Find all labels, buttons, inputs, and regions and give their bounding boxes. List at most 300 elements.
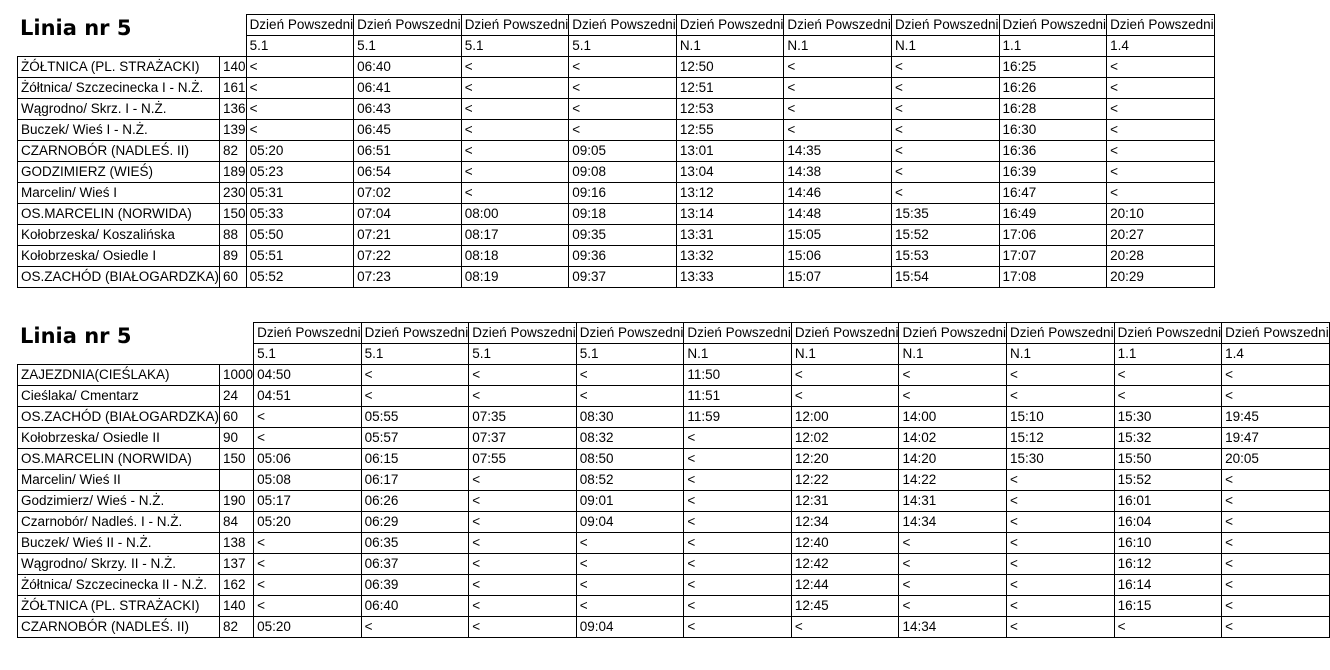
stop-name: OS.MARCELIN (NORWIDA) xyxy=(18,204,220,225)
departure-time: 08:32 xyxy=(576,428,684,449)
departure-time: < xyxy=(576,533,684,554)
timetable-grid xyxy=(17,14,1215,288)
day-type-cell: Dzień Powszedni xyxy=(569,15,677,36)
day-type-cell: Dzień Powszedni xyxy=(1107,15,1215,36)
departure-time: 07:23 xyxy=(354,267,462,288)
departure-time: 12:22 xyxy=(791,470,899,491)
stop-row xyxy=(18,99,1215,120)
departure-time: 12:45 xyxy=(791,596,899,617)
departure-time: < xyxy=(576,386,684,407)
departure-time: 16:25 xyxy=(999,57,1107,78)
departure-time: < xyxy=(461,141,569,162)
departure-time: < xyxy=(899,554,1007,575)
departure-time: < xyxy=(254,554,362,575)
stop-number: 138 xyxy=(220,533,254,554)
stop-number: 189 xyxy=(220,162,247,183)
stop-name: Wągrodno/ Skrzy. II - N.Ż. xyxy=(18,554,220,575)
stop-row xyxy=(18,183,1215,204)
departure-time: < xyxy=(1107,183,1215,204)
departure-time: 04:51 xyxy=(254,386,362,407)
departure-time: < xyxy=(1222,533,1330,554)
departure-time: < xyxy=(1222,617,1330,638)
stop-number: 190 xyxy=(220,491,254,512)
departure-time: < xyxy=(1222,596,1330,617)
stop-name: CZARNOBÓR (NADLEŚ. II) xyxy=(18,141,220,162)
departure-time: 06:41 xyxy=(354,78,462,99)
departure-time: < xyxy=(1007,470,1115,491)
stop-row xyxy=(18,470,1330,491)
course-code-cell: N.1 xyxy=(899,344,1007,365)
day-type-cell: Dzień Powszedni xyxy=(684,323,792,344)
departure-time: 11:59 xyxy=(684,407,792,428)
stop-row xyxy=(18,554,1330,575)
departure-time: 16:30 xyxy=(999,120,1107,141)
stop-row xyxy=(18,596,1330,617)
departure-time: 12:20 xyxy=(791,449,899,470)
section-title: Linia nr 5 xyxy=(20,16,132,40)
departure-time: < xyxy=(684,428,792,449)
departure-time: < xyxy=(469,617,577,638)
departure-time: 08:17 xyxy=(461,225,569,246)
course-code-cell: 5.1 xyxy=(361,344,469,365)
departure-time: 05:20 xyxy=(246,141,354,162)
day-type-cell: Dzień Powszedni xyxy=(999,15,1107,36)
stop-row xyxy=(18,575,1330,596)
departure-time: 13:33 xyxy=(676,267,784,288)
departure-time: < xyxy=(1222,512,1330,533)
departure-time: 05:51 xyxy=(246,246,354,267)
departure-time: < xyxy=(784,57,892,78)
course-code-cell: N.1 xyxy=(1007,344,1115,365)
stop-row xyxy=(18,267,1215,288)
stop-name: Żółtnica/ Szczecinecka I - N.Ż. xyxy=(18,78,220,99)
departure-time: 14:46 xyxy=(784,183,892,204)
day-type-cell: Dzień Powszedni xyxy=(354,15,462,36)
departure-time: < xyxy=(784,99,892,120)
departure-time: 08:19 xyxy=(461,267,569,288)
departure-time: 16:01 xyxy=(1114,491,1222,512)
course-code-cell: N.1 xyxy=(684,344,792,365)
departure-time: < xyxy=(1222,470,1330,491)
departure-time: 09:08 xyxy=(569,162,677,183)
departure-time: < xyxy=(1114,386,1222,407)
departure-time: 15:30 xyxy=(1114,407,1222,428)
day-type-cell: Dzień Powszedni xyxy=(461,15,569,36)
departure-time: 09:04 xyxy=(576,617,684,638)
departure-time: < xyxy=(1007,575,1115,596)
departure-time: 05:17 xyxy=(254,491,362,512)
departure-time: 07:37 xyxy=(469,428,577,449)
stop-name: Kołobrzeska/ Koszalińska xyxy=(18,225,220,246)
departure-time: < xyxy=(254,407,362,428)
departure-time: 16:10 xyxy=(1114,533,1222,554)
departure-time: 13:14 xyxy=(676,204,784,225)
departure-time: 05:23 xyxy=(246,162,354,183)
day-type-cell: Dzień Powszedni xyxy=(899,323,1007,344)
departure-time: 12:42 xyxy=(791,554,899,575)
departure-time: 07:04 xyxy=(354,204,462,225)
stop-number: 137 xyxy=(220,554,254,575)
departure-time: < xyxy=(899,533,1007,554)
departure-time: < xyxy=(684,596,792,617)
stop-row xyxy=(18,491,1330,512)
stop-row xyxy=(18,449,1330,470)
departure-time: 06:15 xyxy=(361,449,469,470)
course-code-cell: 5.1 xyxy=(461,36,569,57)
departure-time: < xyxy=(1007,617,1115,638)
departure-time: < xyxy=(684,491,792,512)
stop-name: Żółtnica/ Szczecinecka II - N.Ż. xyxy=(18,575,220,596)
departure-time: < xyxy=(254,596,362,617)
stop-row xyxy=(18,78,1215,99)
day-type-cell: Dzień Powszedni xyxy=(469,323,577,344)
course-code-cell: N.1 xyxy=(791,344,899,365)
stop-number: 60 xyxy=(220,407,254,428)
departure-time: 09:04 xyxy=(576,512,684,533)
departure-time: 14:31 xyxy=(899,491,1007,512)
departure-time: < xyxy=(684,617,792,638)
departure-time: < xyxy=(684,554,792,575)
course-code-row xyxy=(18,344,1330,365)
departure-time: 15:30 xyxy=(1007,449,1115,470)
stop-number: 90 xyxy=(220,428,254,449)
course-code-cell: 1.1 xyxy=(1114,344,1222,365)
stop-row xyxy=(18,246,1215,267)
departure-time: 08:18 xyxy=(461,246,569,267)
stop-row xyxy=(18,162,1215,183)
departure-time: < xyxy=(576,596,684,617)
departure-time: 15:52 xyxy=(891,225,999,246)
departure-time: 14:48 xyxy=(784,204,892,225)
departure-time: 14:22 xyxy=(899,470,1007,491)
day-header-row xyxy=(18,323,1330,344)
departure-time: < xyxy=(684,533,792,554)
departure-time: 12:50 xyxy=(676,57,784,78)
departure-time: 05:57 xyxy=(361,428,469,449)
departure-time: < xyxy=(246,99,354,120)
stop-name: Kołobrzeska/ Osiedle I xyxy=(18,246,220,267)
stop-number: 230 xyxy=(220,183,247,204)
departure-time: 20:10 xyxy=(1107,204,1215,225)
course-code-row xyxy=(18,36,1215,57)
departure-time: < xyxy=(1007,554,1115,575)
departure-time: 09:18 xyxy=(569,204,677,225)
departure-time: 17:06 xyxy=(999,225,1107,246)
departure-time: 08:50 xyxy=(576,449,684,470)
departure-time: < xyxy=(891,183,999,204)
departure-time: < xyxy=(576,575,684,596)
departure-time: < xyxy=(469,470,577,491)
stop-number xyxy=(220,470,254,491)
departure-time: < xyxy=(569,57,677,78)
stop-number: 84 xyxy=(220,512,254,533)
stop-row xyxy=(18,225,1215,246)
departure-time: < xyxy=(891,141,999,162)
stop-name: ZAJEZDNIA(CIEŚLAKA) xyxy=(18,365,220,386)
departure-time: < xyxy=(1107,99,1215,120)
departure-time: < xyxy=(1007,512,1115,533)
departure-time: 15:05 xyxy=(784,225,892,246)
departure-time: < xyxy=(461,162,569,183)
departure-time: < xyxy=(469,512,577,533)
departure-time: < xyxy=(254,533,362,554)
departure-time: 05:50 xyxy=(246,225,354,246)
stop-name: CZARNOBÓR (NADLEŚ. II) xyxy=(18,617,220,638)
stop-row xyxy=(18,141,1215,162)
departure-time: 09:01 xyxy=(576,491,684,512)
departure-time: < xyxy=(569,120,677,141)
departure-time: 06:35 xyxy=(361,533,469,554)
stop-row xyxy=(18,57,1215,78)
departure-time: < xyxy=(784,78,892,99)
departure-time: 07:02 xyxy=(354,183,462,204)
departure-time: 14:00 xyxy=(899,407,1007,428)
stop-name: Marcelin/ Wieś II xyxy=(18,470,220,491)
stop-row xyxy=(18,407,1330,428)
departure-time: 12:40 xyxy=(791,533,899,554)
departure-time: < xyxy=(784,120,892,141)
course-code-cell: 1.4 xyxy=(1222,344,1330,365)
stop-row xyxy=(18,120,1215,141)
departure-time: 07:22 xyxy=(354,246,462,267)
departure-time: < xyxy=(899,365,1007,386)
stop-number: 161 xyxy=(220,78,247,99)
day-type-cell: Dzień Powszedni xyxy=(791,323,899,344)
departure-time: 05:06 xyxy=(254,449,362,470)
departure-time: < xyxy=(1107,162,1215,183)
departure-time: 13:32 xyxy=(676,246,784,267)
departure-time: < xyxy=(469,491,577,512)
stop-number: 1000 xyxy=(220,365,254,386)
departure-time: < xyxy=(1222,575,1330,596)
departure-time: < xyxy=(791,617,899,638)
day-type-cell: Dzień Powszedni xyxy=(784,15,892,36)
departure-time: 20:27 xyxy=(1107,225,1215,246)
departure-time: 14:20 xyxy=(899,449,1007,470)
departure-time: 08:00 xyxy=(461,204,569,225)
departure-time: < xyxy=(361,386,469,407)
stop-number: 162 xyxy=(220,575,254,596)
departure-time: 08:30 xyxy=(576,407,684,428)
departure-time: 09:35 xyxy=(569,225,677,246)
departure-time: 13:01 xyxy=(676,141,784,162)
departure-time: 15:10 xyxy=(1007,407,1115,428)
departure-time: 13:31 xyxy=(676,225,784,246)
departure-time: 20:28 xyxy=(1107,246,1215,267)
departure-time: < xyxy=(1007,365,1115,386)
departure-time: < xyxy=(684,470,792,491)
departure-time: 16:26 xyxy=(999,78,1107,99)
departure-time: 06:39 xyxy=(361,575,469,596)
course-code-cell: 5.1 xyxy=(354,36,462,57)
stop-name: Marcelin/ Wieś I xyxy=(18,183,220,204)
stop-name: Cieślaka/ Cmentarz xyxy=(18,386,220,407)
departure-time: 12:02 xyxy=(791,428,899,449)
departure-time: 05:52 xyxy=(246,267,354,288)
departure-time: < xyxy=(791,386,899,407)
departure-time: < xyxy=(1114,617,1222,638)
departure-time: 14:34 xyxy=(899,512,1007,533)
departure-time: < xyxy=(361,365,469,386)
departure-time: < xyxy=(576,554,684,575)
departure-time: 14:02 xyxy=(899,428,1007,449)
departure-time: 14:35 xyxy=(784,141,892,162)
course-code-cell: 1.1 xyxy=(999,36,1107,57)
departure-time: < xyxy=(1222,386,1330,407)
departure-time: < xyxy=(569,99,677,120)
departure-time: < xyxy=(891,120,999,141)
departure-time: 19:45 xyxy=(1222,407,1330,428)
stop-number: 24 xyxy=(220,386,254,407)
departure-time: 16:47 xyxy=(999,183,1107,204)
departure-time: 14:38 xyxy=(784,162,892,183)
departure-time: < xyxy=(1007,596,1115,617)
stop-name: Kołobrzeska/ Osiedle II xyxy=(18,428,220,449)
departure-time: 04:50 xyxy=(254,365,362,386)
departure-time: < xyxy=(1007,386,1115,407)
departure-time: 06:45 xyxy=(354,120,462,141)
departure-time: 14:34 xyxy=(899,617,1007,638)
departure-time: 12:31 xyxy=(791,491,899,512)
departure-time: < xyxy=(1107,120,1215,141)
departure-time: 12:34 xyxy=(791,512,899,533)
departure-time: < xyxy=(1107,141,1215,162)
stop-number: 88 xyxy=(220,225,247,246)
stop-row xyxy=(18,365,1330,386)
course-code-cell: 5.1 xyxy=(254,344,362,365)
stop-name: OS.ZACHÓD (BIAŁOGARDZKA) xyxy=(18,407,220,428)
departure-time: < xyxy=(684,449,792,470)
departure-time: < xyxy=(254,575,362,596)
stop-row xyxy=(18,533,1330,554)
departure-time: 15:07 xyxy=(784,267,892,288)
stop-name: ŻÓŁTNICA (PL. STRAŻACKI) xyxy=(18,596,220,617)
departure-time: 15:35 xyxy=(891,204,999,225)
departure-time: < xyxy=(891,162,999,183)
stop-number: 139 xyxy=(220,120,247,141)
departure-time: 13:12 xyxy=(676,183,784,204)
departure-time: < xyxy=(684,575,792,596)
departure-time: < xyxy=(791,365,899,386)
stop-row xyxy=(18,428,1330,449)
day-type-cell: Dzień Powszedni xyxy=(676,15,784,36)
departure-time: 06:17 xyxy=(361,470,469,491)
departure-time: 06:26 xyxy=(361,491,469,512)
day-type-cell: Dzień Powszedni xyxy=(254,323,362,344)
departure-time: 16:12 xyxy=(1114,554,1222,575)
departure-time: < xyxy=(1107,57,1215,78)
course-code-cell: N.1 xyxy=(784,36,892,57)
day-type-cell: Dzień Powszedni xyxy=(361,323,469,344)
departure-time: 12:44 xyxy=(791,575,899,596)
departure-time: < xyxy=(891,78,999,99)
departure-time: 11:51 xyxy=(684,386,792,407)
stop-number: 89 xyxy=(220,246,247,267)
stop-number: 82 xyxy=(220,141,247,162)
departure-time: < xyxy=(899,575,1007,596)
departure-time: < xyxy=(1222,554,1330,575)
departure-time: < xyxy=(899,386,1007,407)
departure-time: 08:52 xyxy=(576,470,684,491)
departure-time: < xyxy=(899,596,1007,617)
stop-number: 60 xyxy=(220,267,247,288)
departure-time: < xyxy=(469,386,577,407)
departure-time: 16:14 xyxy=(1114,575,1222,596)
departure-time: < xyxy=(684,512,792,533)
departure-time: < xyxy=(254,428,362,449)
departure-time: 15:52 xyxy=(1114,470,1222,491)
departure-time: 12:51 xyxy=(676,78,784,99)
stop-number: 140 xyxy=(220,596,254,617)
departure-time: 16:04 xyxy=(1114,512,1222,533)
course-code-cell: N.1 xyxy=(676,36,784,57)
departure-time: 06:51 xyxy=(354,141,462,162)
course-code-cell: 5.1 xyxy=(246,36,354,57)
stop-number: 82 xyxy=(220,617,254,638)
departure-time: 11:50 xyxy=(684,365,792,386)
departure-time: 06:37 xyxy=(361,554,469,575)
departure-time: 17:07 xyxy=(999,246,1107,267)
departure-time: < xyxy=(246,120,354,141)
departure-time: < xyxy=(469,533,577,554)
day-header-row xyxy=(18,15,1215,36)
stop-name: OS.ZACHÓD (BIAŁOGARDZKA) xyxy=(18,267,220,288)
stop-number: 140 xyxy=(220,57,247,78)
departure-time: 06:43 xyxy=(354,99,462,120)
departure-time: < xyxy=(246,78,354,99)
departure-time: 16:49 xyxy=(999,204,1107,225)
departure-time: 09:05 xyxy=(569,141,677,162)
stop-number: 150 xyxy=(220,449,254,470)
departure-time: 05:08 xyxy=(254,470,362,491)
departure-time: 20:05 xyxy=(1222,449,1330,470)
departure-time: 05:33 xyxy=(246,204,354,225)
departure-time: 17:08 xyxy=(999,267,1107,288)
stop-name: Godzimierz/ Wieś - N.Ż. xyxy=(18,491,220,512)
departure-time: 16:36 xyxy=(999,141,1107,162)
departure-time: < xyxy=(469,575,577,596)
day-type-cell: Dzień Powszedni xyxy=(576,323,684,344)
departure-time: 06:40 xyxy=(361,596,469,617)
departure-time: < xyxy=(1222,365,1330,386)
stop-row xyxy=(18,204,1215,225)
day-type-cell: Dzień Powszedni xyxy=(1222,323,1330,344)
departure-time: 06:40 xyxy=(354,57,462,78)
stop-name: GODZIMIERZ (WIEŚ) xyxy=(18,162,220,183)
departure-time: 05:20 xyxy=(254,617,362,638)
section-title: Linia nr 5 xyxy=(20,324,132,348)
stop-row xyxy=(18,512,1330,533)
departure-time: 16:39 xyxy=(999,162,1107,183)
departure-time: 07:21 xyxy=(354,225,462,246)
departure-time: < xyxy=(1007,533,1115,554)
departure-time: < xyxy=(461,78,569,99)
departure-time: 06:29 xyxy=(361,512,469,533)
departure-time: < xyxy=(469,596,577,617)
course-code-cell: 5.1 xyxy=(569,36,677,57)
departure-time: < xyxy=(469,554,577,575)
stop-number: 136 xyxy=(220,99,247,120)
departure-time: 15:54 xyxy=(891,267,999,288)
departure-time: 05:55 xyxy=(361,407,469,428)
stop-row xyxy=(18,386,1330,407)
course-code-cell: N.1 xyxy=(891,36,999,57)
day-type-cell: Dzień Powszedni xyxy=(246,15,354,36)
departure-time: 19:47 xyxy=(1222,428,1330,449)
departure-time: 05:20 xyxy=(254,512,362,533)
day-type-cell: Dzień Powszedni xyxy=(1007,323,1115,344)
departure-time: < xyxy=(576,365,684,386)
